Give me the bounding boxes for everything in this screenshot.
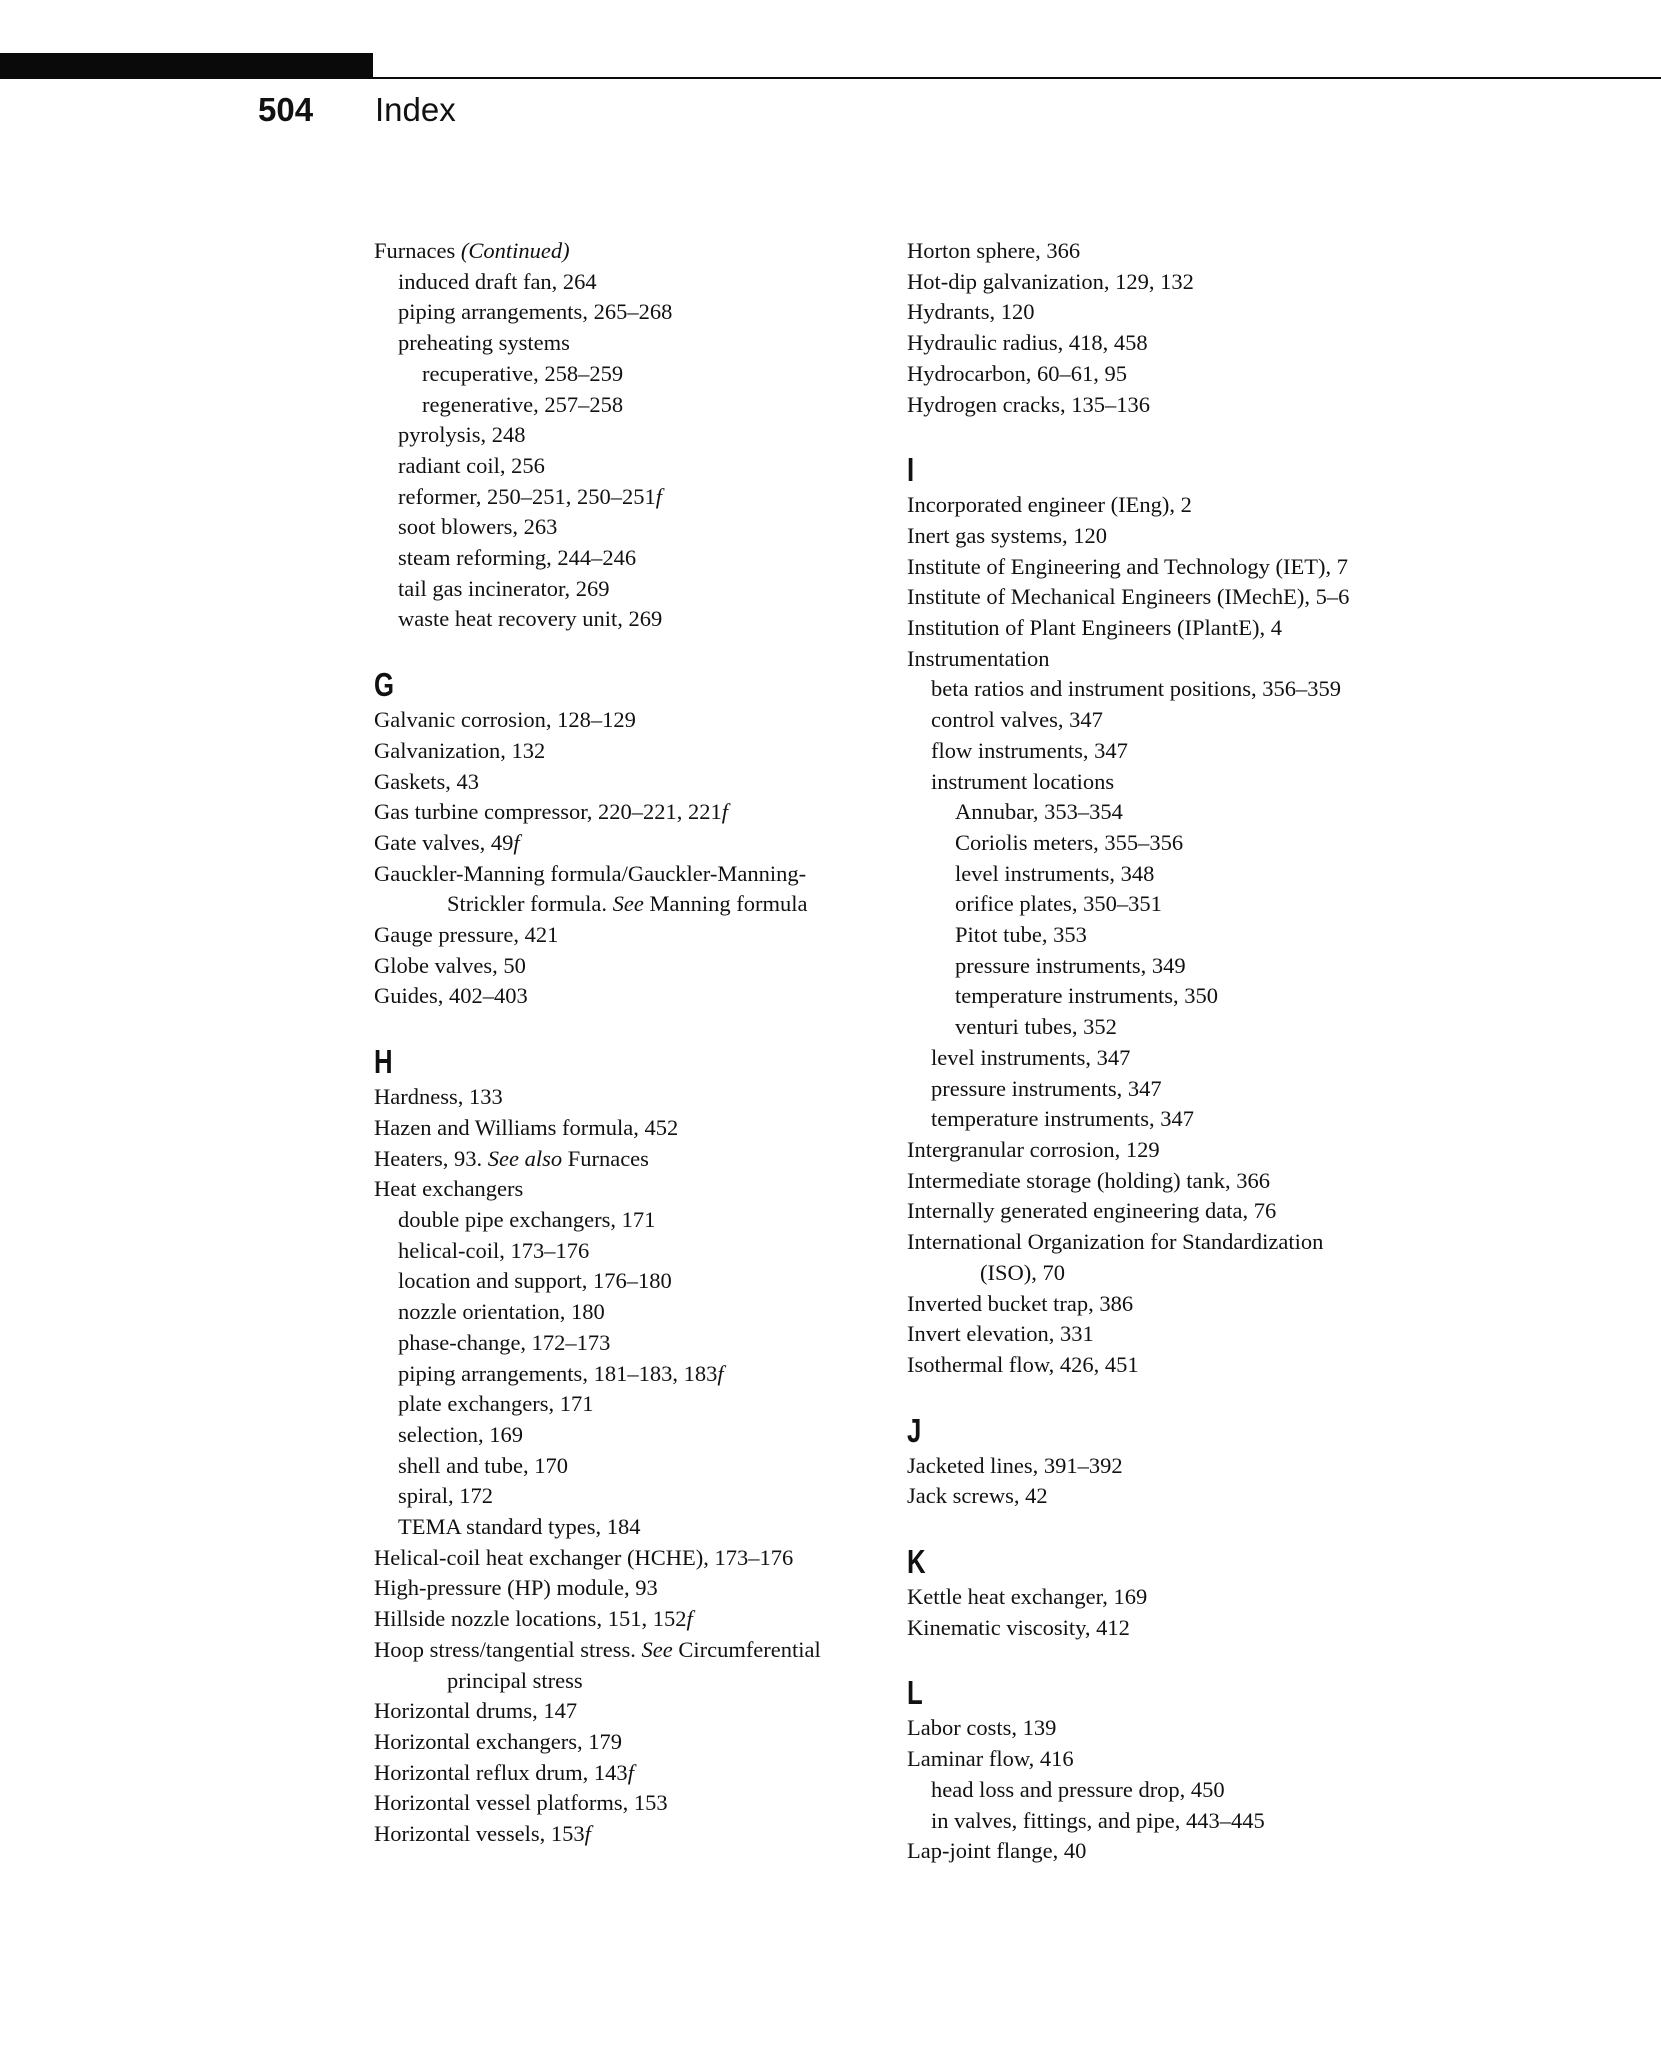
entry-text: Gauge pressure, 421	[374, 922, 559, 948]
index-entry	[907, 859, 1427, 890]
entry-text: in valves, fittings, and pipe, 443–445	[931, 1807, 1265, 1833]
entry-text: Intergranular corrosion, 129	[907, 1136, 1160, 1162]
index-entry	[374, 951, 874, 982]
entry-text: Horizontal drums, 147	[374, 1698, 578, 1724]
index-entry	[907, 1043, 1427, 1074]
index-entry	[374, 328, 874, 359]
entry-text: helical-coil, 173–176	[398, 1237, 590, 1263]
entry-text: Galvanization, 132	[374, 737, 546, 763]
index-entry	[374, 543, 874, 574]
entry-text: Guides, 402–403	[374, 983, 528, 1009]
entry-text: radiant coil, 256	[398, 452, 545, 478]
index-entry	[374, 1727, 874, 1758]
entry-text: Hydrocarbon, 60–61, 95	[907, 360, 1127, 386]
entry-text: Jack screws, 42	[907, 1483, 1048, 1509]
section-letter: I	[907, 451, 915, 489]
entry-italic-text: See	[612, 891, 644, 917]
section-letter: L	[907, 1674, 923, 1712]
entry-text: level instruments, 347	[931, 1044, 1131, 1070]
section-letter: H	[374, 1043, 393, 1081]
section-gap	[374, 1012, 874, 1042]
entry-text: Incorporated engineer (IEng), 2	[907, 492, 1192, 518]
index-entry	[374, 1573, 874, 1604]
index-entry	[907, 1481, 1427, 1512]
entry-text: Coriolis meters, 355–356	[955, 829, 1184, 855]
entry-text: Hydraulic radius, 418, 458	[907, 330, 1148, 356]
entry-text: Instrumentation	[907, 645, 1050, 671]
index-entry	[374, 420, 874, 451]
index-entry	[907, 359, 1427, 390]
entry-text: Gauckler-Manning formula/Gauckler-Manning-	[374, 860, 807, 886]
index-entry	[374, 482, 874, 513]
entry-italic-text: See also	[487, 1145, 563, 1171]
entry-text: Furnaces	[562, 1145, 649, 1171]
index-entry	[907, 889, 1427, 920]
entry-text: head loss and pressure drop, 450	[931, 1776, 1225, 1802]
entry-text: Kinematic viscosity, 412	[907, 1614, 1130, 1640]
index-entry	[374, 1512, 874, 1543]
index-entry	[374, 1758, 874, 1789]
entry-text: temperature instruments, 347	[931, 1106, 1195, 1132]
index-entry	[374, 859, 874, 890]
index-entry	[907, 1227, 1427, 1258]
entry-text: Institution of Plant Engineers (IPlantE), 4	[907, 615, 1282, 641]
entry-text: Furnaces	[374, 238, 461, 263]
index-entry	[907, 1582, 1427, 1613]
entry-text: plate exchangers, 171	[398, 1391, 594, 1417]
index-entry-continuation	[447, 889, 874, 920]
entry-text: Hardness, 133	[374, 1084, 503, 1110]
index-entry	[374, 797, 874, 828]
entry-italic-text: (Continued)	[460, 238, 570, 263]
index-entry	[907, 828, 1427, 859]
index-entry	[374, 1113, 874, 1144]
entry-text: Isothermal flow, 426, 451	[907, 1351, 1139, 1377]
section-gap	[907, 1381, 1427, 1411]
index-entry-continuation	[447, 1666, 874, 1697]
index-entry	[374, 267, 874, 298]
entry-text: beta ratios and instrument positions, 356–359	[931, 676, 1341, 702]
entry-text: control valves, 347	[931, 707, 1103, 733]
section-letter: G	[374, 666, 395, 704]
entry-text: Horizontal vessels, 153	[374, 1821, 585, 1847]
entry-text: piping arrangements, 181–183, 183	[398, 1360, 718, 1386]
entry-text: induced draft fan, 264	[398, 268, 597, 294]
index-entry	[907, 521, 1427, 552]
index-entry	[907, 797, 1427, 828]
entry-text: orifice plates, 350–351	[955, 891, 1162, 917]
entry-text: Horizontal reflux drum, 143	[374, 1759, 628, 1785]
entry-text: Globe valves, 50	[374, 952, 526, 978]
section-gap	[907, 1643, 1427, 1673]
index-entry	[374, 604, 874, 635]
entry-italic-text: f	[655, 483, 663, 509]
entry-text: tail gas incinerator, 269	[398, 575, 610, 601]
index-entry	[907, 1350, 1427, 1381]
entry-italic-text: See	[641, 1636, 673, 1662]
index-entry	[374, 1328, 874, 1359]
entry-text: Gaskets, 43	[374, 768, 479, 794]
entry-text: Manning formula	[643, 891, 808, 917]
entry-text: Hot-dip galvanization, 129, 132	[907, 268, 1194, 294]
index-entry	[374, 736, 874, 767]
index-entry	[374, 297, 874, 328]
index-entry	[907, 297, 1427, 328]
index-column-right	[907, 236, 1427, 1867]
index-entry	[907, 1836, 1427, 1867]
entry-text: pressure instruments, 347	[931, 1075, 1162, 1101]
entry-text: Horizontal vessel platforms, 153	[374, 1790, 668, 1816]
entry-italic-text: f	[584, 1821, 591, 1847]
entry-text: piping arrangements, 265–268	[398, 299, 673, 325]
entry-italic-text: f	[513, 829, 520, 855]
index-entry	[374, 451, 874, 482]
entry-text: Gas turbine compressor, 220–221, 221	[374, 799, 722, 825]
entry-text: soot blowers, 263	[398, 514, 558, 540]
entry-text: instrument locations	[931, 768, 1115, 794]
index-entry	[907, 582, 1427, 613]
index-entry	[907, 1104, 1427, 1135]
entry-text: waste heat recovery unit, 269	[398, 606, 663, 632]
index-entry	[374, 1604, 874, 1635]
index-entry	[907, 1135, 1427, 1166]
index-entry	[374, 1788, 874, 1819]
entry-text: Internally generated engineering data, 76	[907, 1198, 1277, 1224]
section-gap	[907, 1512, 1427, 1542]
index-entry	[907, 674, 1427, 705]
entry-text: selection, 169	[398, 1421, 523, 1447]
index-entry	[907, 1806, 1427, 1837]
entry-italic-text: f	[686, 1606, 693, 1632]
entry-text: Hydrants, 120	[907, 299, 1035, 325]
entry-text: pressure instruments, 349	[955, 952, 1186, 978]
entry-text: pyrolysis, 248	[398, 422, 526, 448]
index-entry	[907, 490, 1427, 521]
index-entry	[374, 1144, 874, 1175]
entry-text: Lap-joint flange, 40	[907, 1838, 1087, 1864]
index-entry	[374, 1082, 874, 1113]
section-letter: J	[907, 1411, 922, 1449]
index-entry	[374, 1819, 874, 1850]
index-entry	[374, 705, 874, 736]
index-entry	[907, 552, 1427, 583]
entry-text: Labor costs, 139	[907, 1715, 1057, 1741]
entry-text: Jacketed lines, 391–392	[907, 1452, 1123, 1478]
index-entry	[907, 1744, 1427, 1775]
entry-text: Galvanic corrosion, 128–129	[374, 707, 636, 733]
index-entry	[374, 1543, 874, 1574]
entry-text: Heaters, 93.	[374, 1145, 488, 1171]
entry-text: reformer, 250–251, 250–251	[398, 483, 656, 509]
index-entry	[374, 359, 874, 390]
entry-text: Horizontal exchangers, 179	[374, 1728, 623, 1754]
running-head: Index	[375, 91, 456, 128]
index-entry	[907, 644, 1427, 675]
entry-text: location and support, 176–180	[398, 1268, 672, 1294]
entry-text: Gate valves, 49	[374, 829, 514, 855]
index-entry	[907, 736, 1427, 767]
index-entry	[374, 767, 874, 798]
index-entry	[907, 920, 1427, 951]
index-entry	[907, 1319, 1427, 1350]
index-entry	[907, 1196, 1427, 1227]
entry-italic-text: f	[721, 799, 729, 825]
index-entry	[907, 981, 1427, 1012]
entry-text: principal stress	[447, 1667, 583, 1693]
entry-text: preheating systems	[398, 330, 570, 356]
entry-text: Institute of Engineering and Technology (IET), 7	[907, 553, 1349, 579]
index-entry	[374, 981, 874, 1012]
index-entry	[374, 574, 874, 605]
index-entry	[907, 1166, 1427, 1197]
entry-text: flow instruments, 347	[931, 737, 1128, 763]
index-entry	[374, 1236, 874, 1267]
entry-text: phase-change, 172–173	[398, 1329, 611, 1355]
entry-text: Kettle heat exchanger, 169	[907, 1584, 1148, 1610]
entry-text: temperature instruments, 350	[955, 983, 1219, 1009]
index-entry	[374, 390, 874, 421]
index-entry	[907, 390, 1427, 421]
index-entry	[907, 1613, 1427, 1644]
entry-text: High-pressure (HP) module, 93	[374, 1575, 658, 1601]
entry-text: Circumferential	[672, 1636, 821, 1662]
index-entry	[374, 1266, 874, 1297]
entry-text: spiral, 172	[398, 1483, 493, 1509]
index-entry	[374, 828, 874, 859]
index-entry	[907, 267, 1427, 298]
entry-text: Intermediate storage (holding) tank, 366	[907, 1167, 1271, 1193]
index-entry	[374, 236, 874, 267]
entry-text: venturi tubes, 352	[955, 1014, 1117, 1040]
entry-italic-text: f	[717, 1360, 724, 1386]
index-entry	[374, 1420, 874, 1451]
index-entry	[374, 1635, 874, 1666]
entry-text: Horton sphere, 366	[907, 238, 1081, 263]
entry-text: shell and tube, 170	[398, 1452, 568, 1478]
index-entry	[907, 613, 1427, 644]
index-entry	[374, 1359, 874, 1390]
entry-text: steam reforming, 244–246	[398, 545, 637, 571]
entry-text: Annubar, 353–354	[955, 799, 1123, 825]
section-letter: K	[907, 1543, 926, 1581]
entry-text: Laminar flow, 416	[907, 1746, 1074, 1772]
index-entry	[907, 1012, 1427, 1043]
header-rule	[373, 77, 1661, 79]
entry-text: Hazen and Williams formula, 452	[374, 1114, 679, 1140]
index-entry	[374, 1205, 874, 1236]
entry-italic-text: f	[627, 1759, 634, 1785]
entry-text: Pitot tube, 353	[955, 922, 1087, 948]
index-column-left	[374, 236, 874, 1850]
index-entry	[374, 1297, 874, 1328]
section-gap	[374, 635, 874, 665]
index-entry	[374, 1481, 874, 1512]
index-entry	[374, 1696, 874, 1727]
index-entry	[374, 1451, 874, 1482]
index-entry	[907, 705, 1427, 736]
entry-text: Inert gas systems, 120	[907, 522, 1107, 548]
index-entry	[907, 236, 1427, 267]
entry-text: Institute of Mechanical Engineers (IMechE), 5–6	[907, 584, 1350, 610]
entry-text: Hoop stress/tangential stress.	[374, 1636, 642, 1662]
index-entry	[374, 1389, 874, 1420]
entry-text: Helical-coil heat exchanger (HCHE), 173–176	[374, 1544, 794, 1570]
section-gap	[907, 420, 1427, 450]
page-number: 504	[258, 91, 314, 128]
entry-text: Inverted bucket trap, 386	[907, 1290, 1134, 1316]
entry-text: recuperative, 258–259	[422, 360, 624, 386]
entry-text: Hillside nozzle locations, 151, 152	[374, 1606, 687, 1632]
entry-text: Invert elevation, 331	[907, 1321, 1094, 1347]
entry-text: Heat exchangers	[374, 1176, 524, 1202]
entry-text: regenerative, 257–258	[422, 391, 624, 417]
index-entry	[374, 512, 874, 543]
entry-text: double pipe exchangers, 171	[398, 1206, 656, 1232]
entry-text: (ISO), 70	[980, 1259, 1065, 1285]
entry-text: International Organization for Standardization	[907, 1229, 1324, 1255]
index-entry	[907, 1775, 1427, 1806]
index-entry	[907, 1713, 1427, 1744]
index-entry	[374, 1174, 874, 1205]
index-entry	[907, 1074, 1427, 1105]
entry-text: TEMA standard types, 184	[398, 1514, 641, 1540]
entry-text: Strickler formula.	[447, 891, 613, 917]
index-entry	[907, 328, 1427, 359]
index-entry	[907, 767, 1427, 798]
entry-text: Hydrogen cracks, 135–136	[907, 391, 1151, 417]
index-entry-continuation	[980, 1258, 1427, 1289]
header-bar	[0, 53, 373, 79]
entry-text: nozzle orientation, 180	[398, 1299, 605, 1325]
entry-text: level instruments, 348	[955, 860, 1155, 886]
index-entry	[374, 920, 874, 951]
index-entry	[907, 1289, 1427, 1320]
index-entry	[907, 1451, 1427, 1482]
index-entry	[907, 951, 1427, 982]
